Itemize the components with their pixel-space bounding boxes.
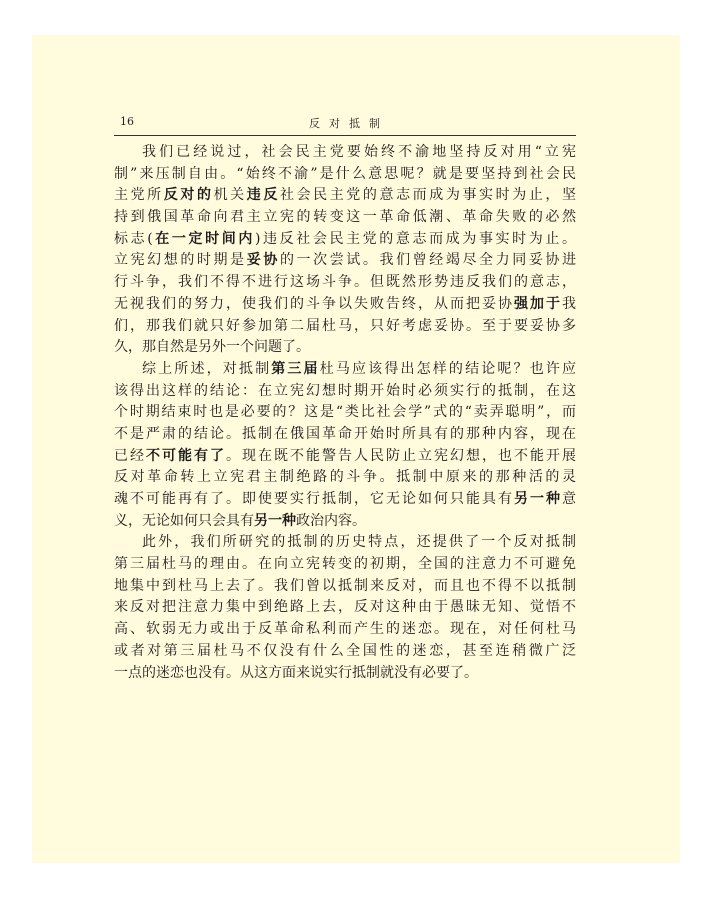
text-line [114,316,576,338]
emphasized-text: 第三届 [271,360,320,377]
text-line [114,467,576,489]
text-line [114,446,576,468]
emphasized-text: 另一种 [514,491,562,507]
text-run: 来反对把注意力集中到绝路上去，反对这种由于愚昧无知、觉悟不 [114,599,576,616]
text-run: 的一次尝试。我们曾经竭尽全力同妥协进 [279,252,576,269]
text-run: 标志( [114,230,153,247]
text-run: 们，那我们就只好参加第二届杜马，只好考虑妥协。至于要妥协多 [114,317,576,334]
text-run: 个时期结束时也是必要的？这是“类比社会学”式的“卖弄聪明”，而 [114,404,576,421]
emphasized-text: 违反 [246,187,280,204]
emphasized-text: 强加于 [514,295,562,312]
paragraph [114,359,576,533]
text-run: 地集中到杜马上去了。我们曾以抵制来反对，而且也不得不以抵制 [114,577,576,594]
running-title: 反对抵制 [309,117,389,130]
text-run: 制”来压制自由。“始终不渝”是什么意思呢？就是要坚持到社会民 [114,165,576,182]
text-line [114,489,576,511]
text-run: 机关 [213,187,247,204]
text-line [114,207,576,229]
text-run: 魂不可能再有了。即使要实行抵制，它无论如何只能具有 [114,491,514,507]
text-run: 社会民主党的意志而成为事实时为止，坚 [279,187,576,204]
text-line [114,532,576,554]
text-line [114,337,576,359]
text-run: 已经 [114,447,146,464]
paragraph [114,532,576,684]
page-header [114,113,576,136]
text-run: 第三届杜马的理由。在向立宪转变的初期，全国的注意力不可避免 [114,556,576,573]
text-line [114,164,576,186]
paragraph [114,142,576,359]
text-line [114,272,576,294]
text-run: 我们已经说过，社会民主党要始终不渝地坚持反对用“立宪 [142,144,576,160]
page-number: 16 [120,115,134,128]
text-run: 义，无论如何只会具有 [114,512,254,529]
emphasized-text: 在一定时间内 [152,230,255,247]
emphasized-text: 另一种 [254,512,296,529]
text-run: 政治内容。 [296,512,366,529]
text-line [114,250,576,272]
text-run: 久，那自然是另外一个问题了。 [114,339,310,356]
body-text [114,142,576,684]
emphasized-text: 反对的 [163,187,214,204]
text-line [114,511,576,533]
text-line [114,294,576,316]
text-run: 高、软弱无力或出于反革命私利而产生的迷恋。现在，对任何杜马 [114,621,576,638]
text-line [114,663,576,685]
text-run: 持到俄国革命向君主立宪的转变这一革命低潮、革命失败的必然 [114,209,576,226]
text-line [114,424,576,446]
text-run: 或者对第三届杜马不仅没有什么全国性的迷恋，甚至连稍微广泛 [114,642,576,659]
text-run: 行斗争，我们不得不进行这场斗争。但既然形势违反我们的意志， [114,274,576,291]
text-line [114,641,576,663]
text-line [114,619,576,641]
text-line [114,142,576,164]
emphasized-text: 妥协 [246,252,280,269]
text-line [114,185,576,207]
text-run: 立宪幻想的时期是 [114,252,247,269]
text-run: 无视我们的努力，使我们的斗争以失败告终，从而把妥协 [114,295,514,312]
text-run: 该得出这样的结论：在立宪幻想时期开始时必须实行的抵制，在这 [114,382,576,399]
text-run: 。现在既不能警告人民防止立宪幻想，也不能开展 [226,447,576,464]
text-run: 意 [562,491,576,507]
text-run: 此外，我们所研究的抵制的历史特点，还提供了一个反对抵制 [142,534,576,551]
text-run: 不是严肃的结论。抵制在俄国革命开始时所具有的那种内容，现在 [114,425,576,442]
text-line [114,229,576,251]
text-run: 综上所述，对抵制 [142,360,272,377]
text-line [114,359,576,381]
text-line [114,381,576,403]
text-line [114,576,576,598]
text-line [114,597,576,619]
text-line [114,402,576,424]
text-run: 一点的迷恋也没有。从这方面来说实行抵制就没有必要了。 [114,664,478,681]
text-run: 主党所 [114,187,164,204]
text-run: 反对革命转上立宪君主制绝路的斗争。抵制中原来的那种活的灵 [114,469,576,486]
text-run: 杜马应该得出怎样的结论呢？也许应 [319,360,576,377]
emphasized-text: 不可能有了 [146,447,226,464]
text-run: )违反社会民主党的意志而成为事实时为止。 [254,230,576,247]
text-line [114,554,576,576]
text-run: 我 [562,295,576,312]
